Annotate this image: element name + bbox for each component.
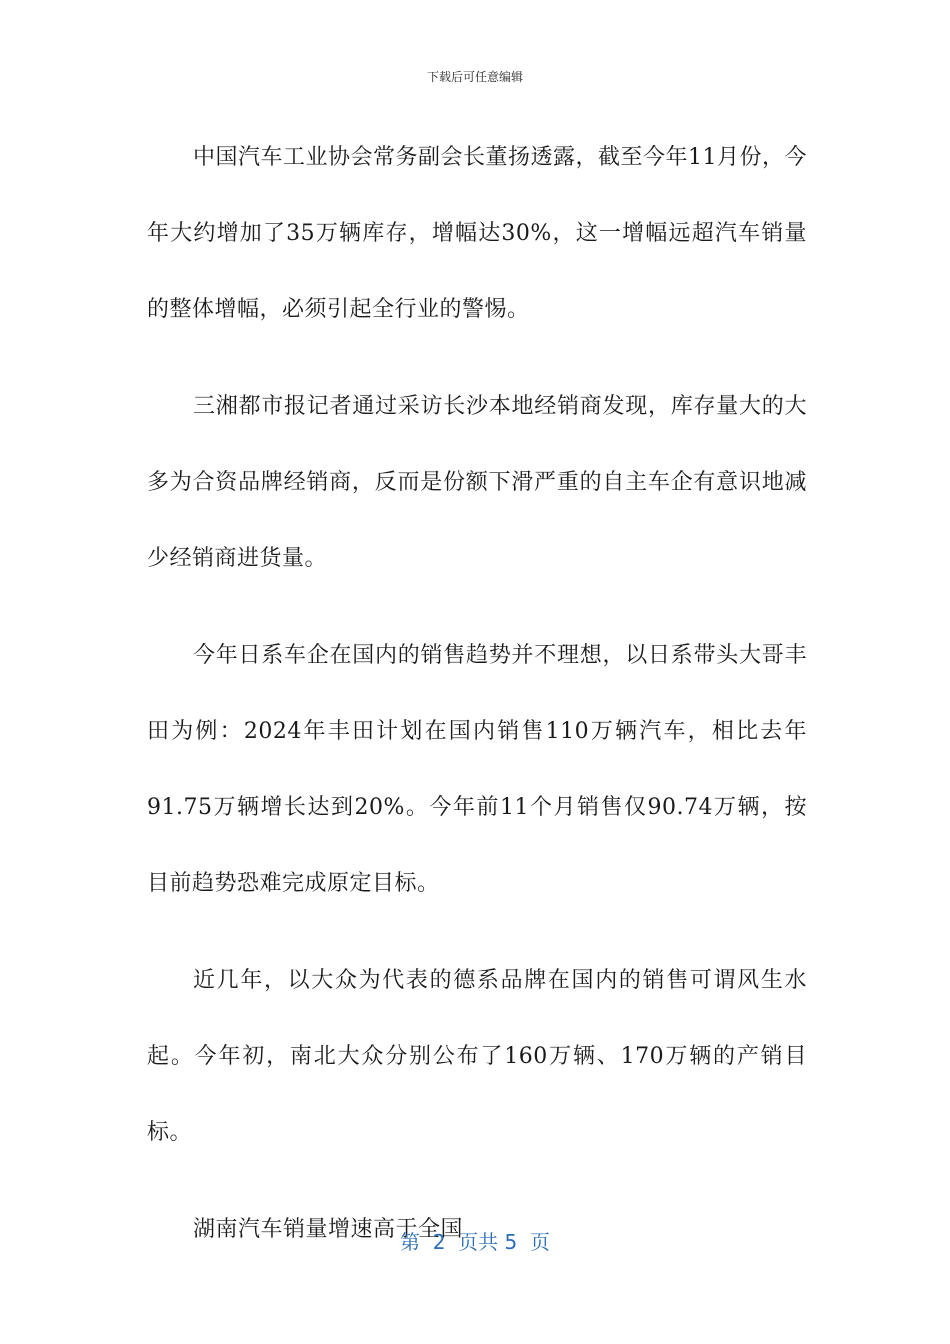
- paragraph-toyota: 今年日系车企在国内的销售趋势并不理想，以日系带头大哥丰田为例：2024年丰田计划在国内销售110万辆汽车，相比去年91.75万辆增长达到20%。今年前11个月销售仅90.74万辆，按目前趋势恐难完成原定目标。: [147, 643, 807, 896]
- document-body: [147, 120, 807, 1289]
- header-note: 下载后可任意编辑: [426, 70, 523, 84]
- paragraph-volkswagen: 近几年，以大众为代表的德系品牌在国内的销售可谓风生水起。今年初，南北大众分别公布了160万辆、170万辆的产销目标。: [147, 968, 807, 1145]
- paragraph-dealers: 三湘都市报记者通过采访长沙本地经销商发现，库存量大的大多为合资品牌经销商，反而是份额下滑严重的自主车企有意识地减少经销商进货量。: [147, 394, 807, 571]
- section-heading-hunan: 湖南汽车销量增速高于全国: [193, 1217, 464, 1242]
- paragraph-inventory: 中国汽车工业协会常务副会长董扬透露，截至今年11月份，今年大约增加了35万辆库存，增幅达30%，这一增幅远超汽车销量的整体增幅，必须引起全行业的警惕。: [147, 145, 807, 322]
- page-footer: 第 2 页共 5 页: [400, 1230, 550, 1254]
